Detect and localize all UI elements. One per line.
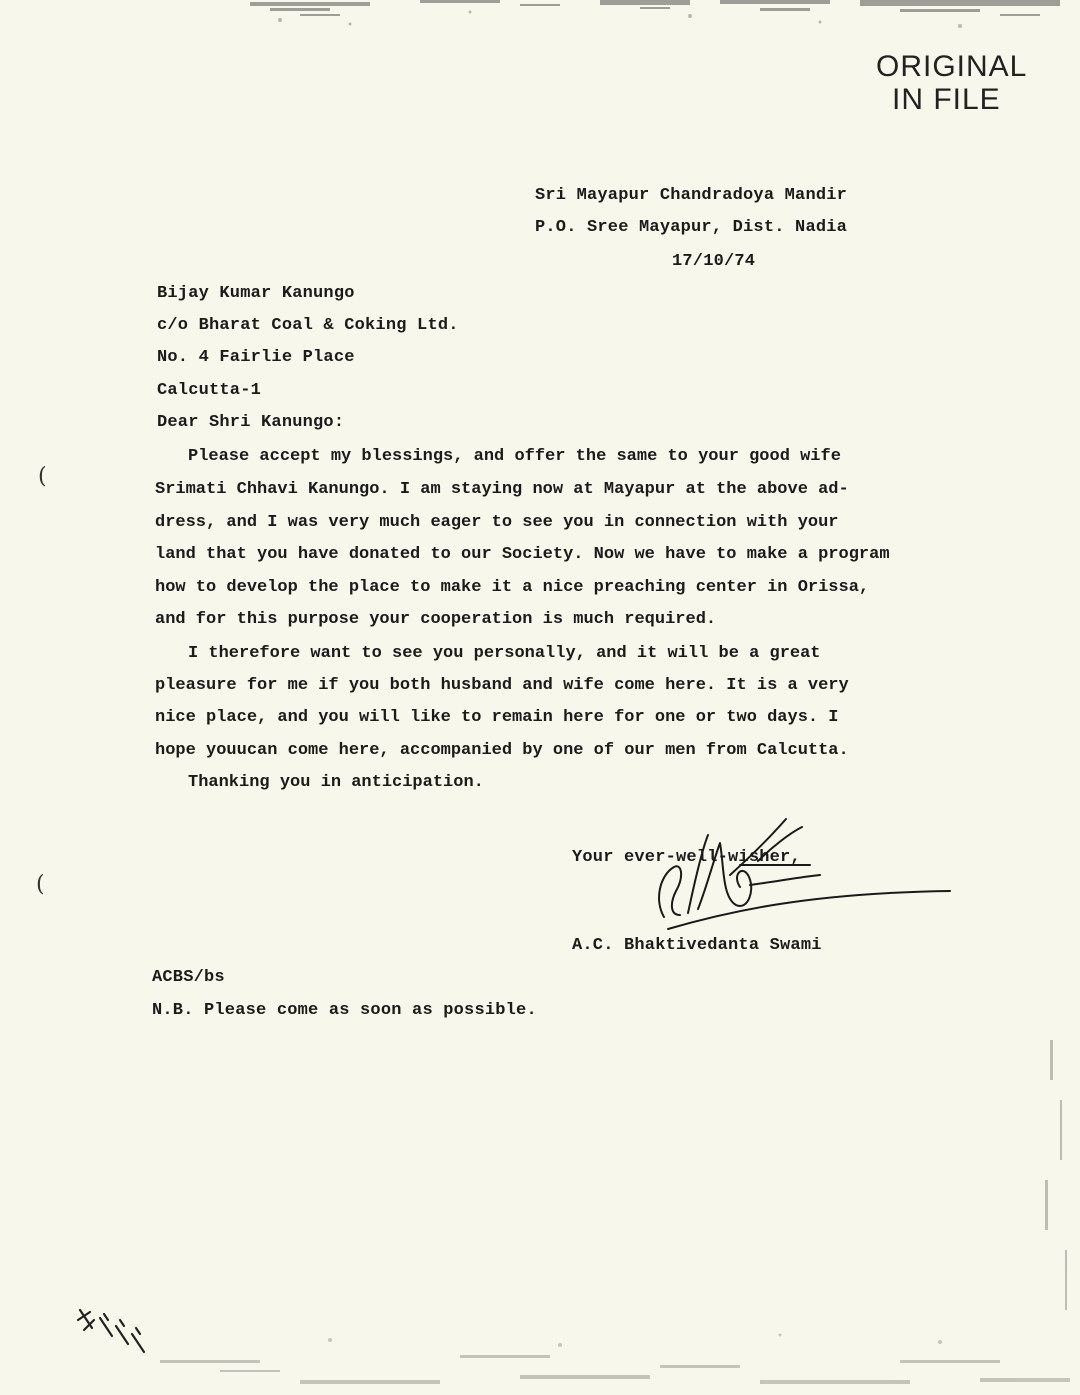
body-line: pleasure for me if you both husband and wife come here. It is a very (155, 676, 849, 695)
closing: Your ever-well-wisher, (572, 848, 801, 867)
sender-address-line-1: Sri Mayapur Chandradoya Mandir (535, 186, 848, 205)
salutation: Dear Shri Kanungo: (157, 413, 345, 432)
handwritten-corner-note (70, 1290, 165, 1360)
signer-name: A.C. Bhaktivedanta Swami (572, 936, 822, 955)
scan-noise-right (1030, 1030, 1080, 1330)
body-line: how to develop the place to make it a nice preaching center in Orissa, (155, 578, 870, 597)
body-line: I therefore want to see you personally, and it will be a great (188, 644, 821, 663)
body-line: Thanking you in anticipation. (188, 773, 484, 792)
reference-initials: ACBS/bs (152, 968, 225, 987)
body-line: and for this purpose your cooperation is much required. (155, 610, 717, 629)
stamp-line-2: IN FILE (892, 83, 1001, 116)
body-line: dress, and I was very much eager to see you in connection with your (155, 513, 839, 532)
recipient-city: Calcutta-1 (157, 381, 262, 400)
letter-date: 17/10/74 (672, 252, 756, 271)
body-line: Srimati Chhavi Kanungo. I am staying now at Mayapur at the above ad- (155, 480, 849, 499)
body-line: hope youucan come here, accompanied by one of our men from Calcutta. (155, 741, 849, 760)
postscript: N.B. Please come as soon as possible. (152, 1001, 537, 1020)
body-line: nice place, and you will like to remain here for one or two days. I (155, 708, 839, 727)
body-line: land that you have donated to our Society. Now we have to make a program (155, 545, 890, 564)
sender-address-line-2: P.O. Sree Mayapur, Dist. Nadia (535, 218, 848, 237)
margin-mark: ( (38, 464, 47, 489)
recipient-name: Bijay Kumar Kanungo (157, 284, 355, 303)
recipient-street: No. 4 Fairlie Place (157, 348, 355, 367)
body-line: Please accept my blessings, and offer the same to your good wife (188, 447, 841, 466)
stamp-line-1: ORIGINAL (876, 50, 1028, 83)
handwritten-signature (640, 805, 960, 935)
scan-noise-top (0, 0, 1080, 48)
original-in-file-stamp (876, 50, 1027, 116)
margin-mark: ( (36, 872, 45, 897)
recipient-company: c/o Bharat Coal & Coking Ltd. (157, 316, 459, 335)
